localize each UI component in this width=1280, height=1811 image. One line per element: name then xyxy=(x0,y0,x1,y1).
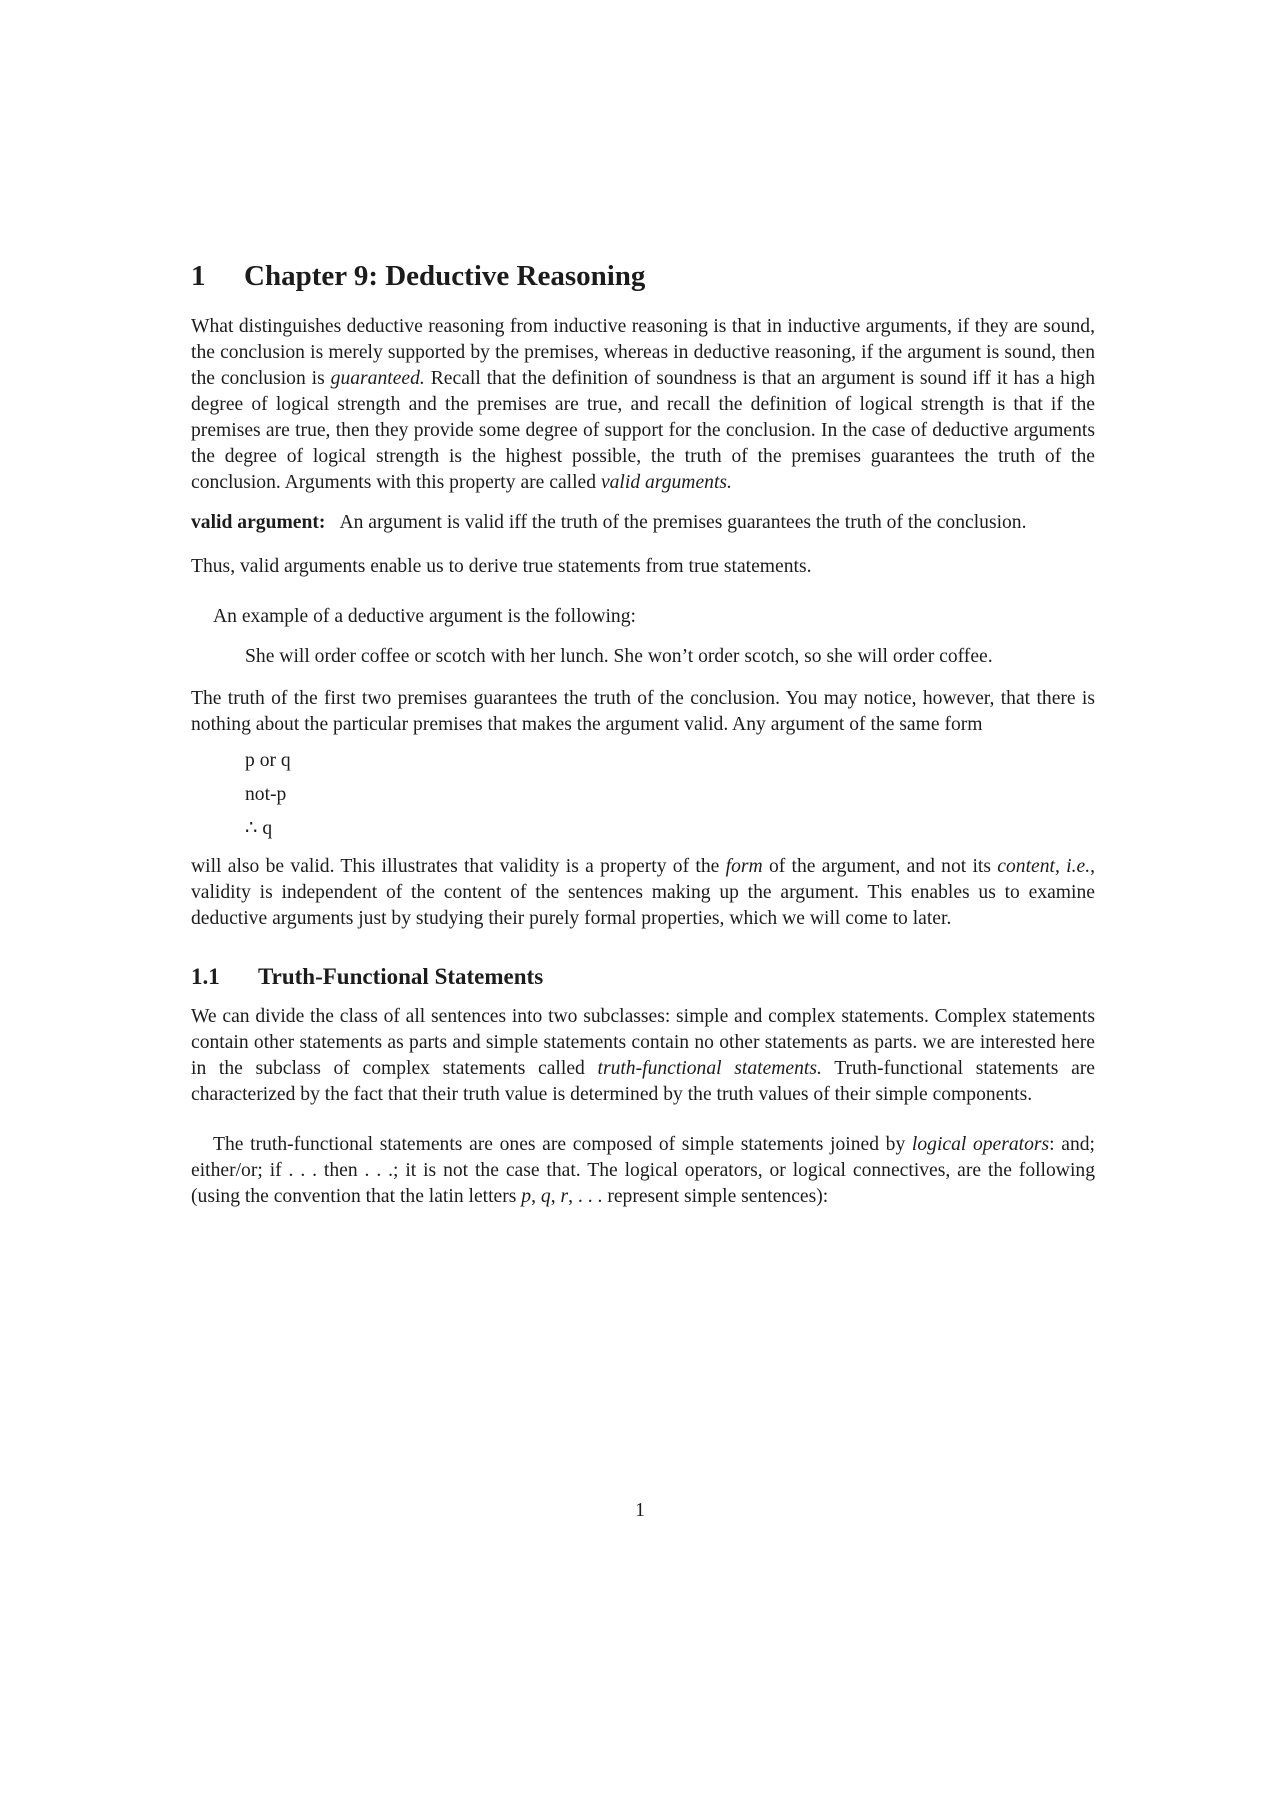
argument-premise-2: not-p xyxy=(245,784,287,805)
intro-text-2: Recall that the definition of soundness is that an argument is sound iff it has a high degree of logical strength and the premises are true, and recall the definition of logical strength is that if the premises are true, then they provide some degree of support for the conclusion. In the case of deductive arguments the degree of logical strength is the highest possible, the truth of the premises guarantees the truth of the conclusion. Arguments with this property are called xyxy=(191,368,1095,493)
definition-valid-argument xyxy=(191,510,1095,536)
section-paragraph-2 xyxy=(191,1132,1095,1210)
section2-text-1: The truth-functional statements are ones are composed of simple statements joined by xyxy=(213,1134,912,1155)
section-number: 1.1 xyxy=(191,964,220,989)
argument-conclusion: ∴ q xyxy=(245,818,273,839)
intro-text-1: What distinguishes deductive reasoning from inductive reasoning is that in inductive arguments, if they are sound, the conclusion is merely supported by the premises, whereas in deductive reasoning, if the argument is sound, then the conclusion is xyxy=(191,316,1095,389)
chapter-heading xyxy=(191,258,1095,294)
variable-p: p xyxy=(521,1186,532,1207)
intro-emphasis-guaranteed: guaranteed. xyxy=(330,368,425,389)
example-quote: She will order coffee or scotch with her lunch. She won’t order scotch, so she will order coffee. xyxy=(245,646,993,667)
argument-premise-1: p or q xyxy=(245,750,291,771)
page-content xyxy=(191,258,1095,1220)
section1-text-2: Truth-functional statements are characterized by the fact that their truth value is determined by the truth values of their simple components. xyxy=(191,1058,1095,1105)
chapter-title: Chapter 9: Deductive Reasoning xyxy=(244,260,646,292)
thus-paragraph: Thus, valid arguments enable us to derive true statements from true statements. xyxy=(191,556,812,577)
separator-2: , xyxy=(550,1186,561,1207)
section-title: Truth-Functional Statements xyxy=(258,964,544,989)
section2-emphasis-logical-operators: logical operators xyxy=(911,1134,1050,1155)
validity-text-1: will also be valid. This illustrates that validity is a property of the xyxy=(191,856,726,877)
intro-emphasis-valid-arguments: valid arguments. xyxy=(600,472,732,493)
truth-paragraph: The truth of the first two premises guarantees the truth of the conclusion. You may notice, however, that there is nothing about the particular premises that makes the argument valid. Any argument of the same form xyxy=(191,688,1095,735)
validity-text-2: of the argument, and not its xyxy=(762,856,998,877)
argument-form xyxy=(245,748,1095,842)
variable-q: q xyxy=(540,1186,551,1207)
intro-paragraph xyxy=(191,314,1095,496)
validity-text-3: , validity is independent of the content of the sentences making up the argument. This enables us to examine deductive arguments just by studying their purely formal properties, which we will come to later. xyxy=(191,856,1095,929)
definition-term: valid argument: xyxy=(191,512,326,533)
section-heading xyxy=(191,962,1095,992)
section2-text-3: , . . . represent simple sentences): xyxy=(568,1186,829,1207)
validity-paragraph xyxy=(191,854,1095,932)
section2-text-2: : and; either/or; if . . . then . . .; it is not the case that. The logical operators, or logical connectives, are the following (using the convention that the latin letters xyxy=(191,1134,1095,1207)
section-paragraph-1 xyxy=(191,1004,1095,1108)
definition-text: An argument is valid iff the truth of the premises guarantees the truth of the conclusion. xyxy=(339,512,1027,533)
example-intro-paragraph: An example of a deductive argument is the following: xyxy=(213,606,636,627)
separator-1: , xyxy=(531,1186,541,1207)
variable-r: r xyxy=(560,1186,569,1207)
chapter-number: 1 xyxy=(191,260,206,292)
section1-emphasis-truth-functional: truth-functional statements. xyxy=(597,1058,822,1079)
validity-emphasis-form: form xyxy=(725,856,763,877)
section1-text-1: We can divide the class of all sentences into two subclasses: simple and complex statements. Complex statements contain other statements as parts and simple statements contain no other statements as parts. we are interested here in the subclass of complex statements called xyxy=(191,1006,1095,1079)
validity-emphasis-content: content, i.e. xyxy=(997,856,1091,877)
page-number: 1 xyxy=(635,1500,645,1521)
